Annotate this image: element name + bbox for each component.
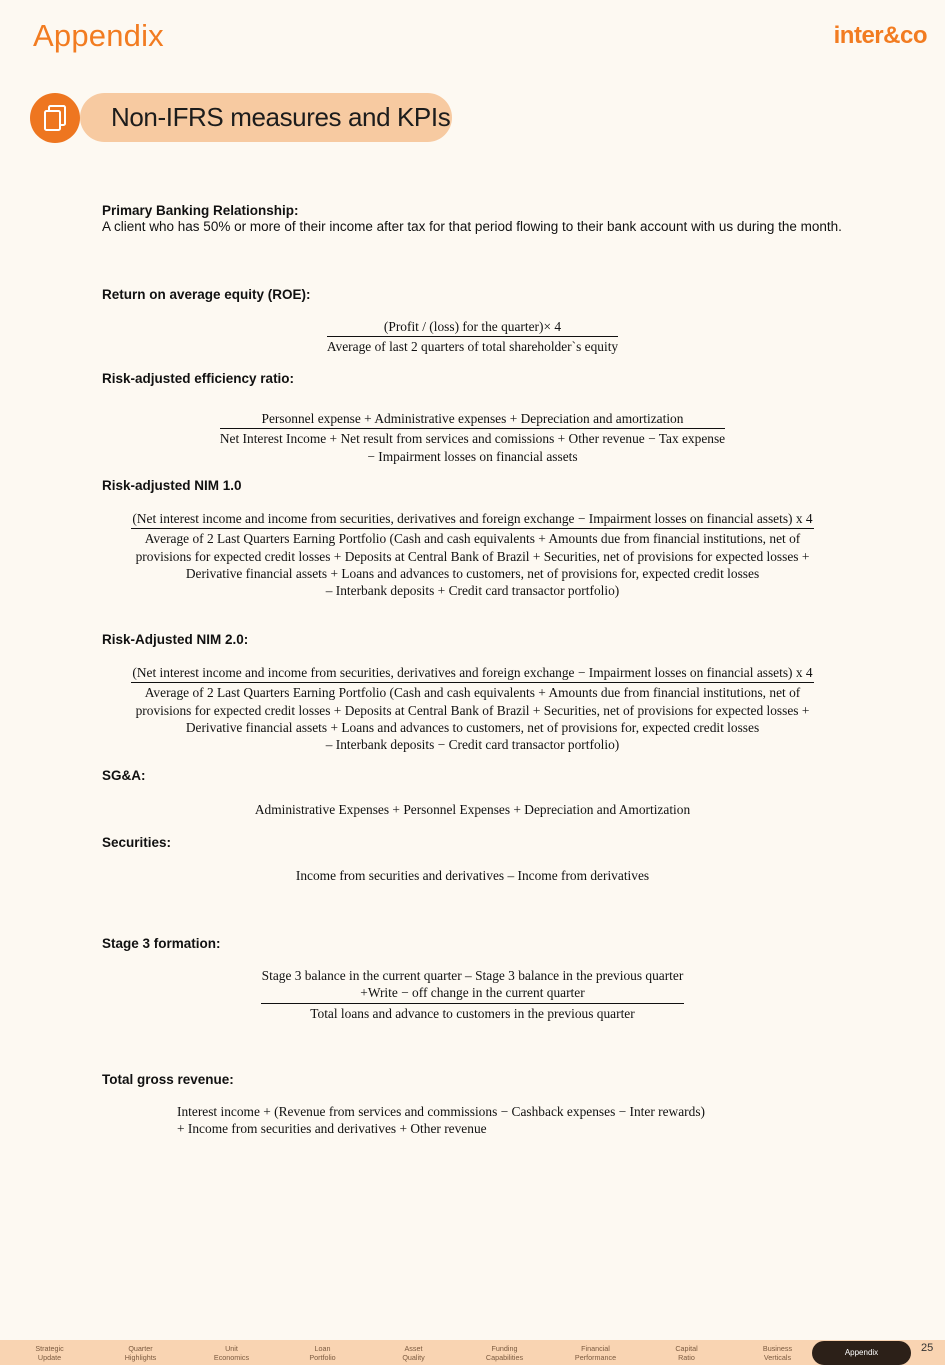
nim1-denominator-line: Derivative financial assets + Loans and advances to customers, net of provisions for, expected credit losses	[185, 565, 760, 581]
nav-label: Funding	[491, 1343, 518, 1353]
nav-label: Strategic	[35, 1343, 64, 1353]
efficiency-label: Risk-adjusted efficiency ratio:	[102, 371, 295, 386]
nav-financial-performance[interactable]	[550, 1344, 641, 1362]
nav-label: Economics	[213, 1352, 250, 1362]
nav-label: Portfolio	[309, 1352, 336, 1362]
securities-formula: Income from securities and derivatives – Income from derivatives	[295, 868, 650, 883]
nim1-denominator-line: – Interbank deposits + Credit card transactor portfolio)	[325, 583, 620, 599]
nim2-denominator-line: Derivative financial assets + Loans and advances to customers, net of provisions for, expected credit losses	[185, 719, 760, 735]
roe-denominator: Average of last 2 quarters of total shareholder`s equity	[326, 339, 619, 355]
nav-unit-economics[interactable]	[186, 1344, 277, 1362]
sga-formula: Administrative Expenses + Personnel Expenses + Depreciation and Amortization	[254, 802, 691, 817]
nav-label: Business	[762, 1343, 793, 1353]
footer-nav	[0, 1340, 945, 1365]
efficiency-formula	[0, 410, 945, 465]
nav-label: Highlights	[124, 1352, 157, 1362]
company-logo: inter&co	[833, 22, 927, 49]
nav-label: Capital	[675, 1343, 698, 1353]
securities-label: Securities:	[102, 835, 172, 850]
nim2-denominator-line: provisions for expected credit losses + Deposits at Central Bank of Brazil + Securities, net of provisions for expected losses +	[135, 702, 810, 718]
page-title: Appendix	[33, 18, 164, 53]
roe-numerator: (Profit / (loss) for the quarter)× 4	[327, 318, 618, 337]
nim2-numerator: (Net interest income and income from securities, derivatives and foreign exchange − Impairment losses on financial assets) x 4	[131, 664, 813, 683]
revenue-formula-line: Interest income + (Revenue from services and commissions − Cashback expenses − Inter rewards)	[177, 1104, 705, 1119]
nim2-label: Risk-Adjusted NIM 2.0:	[102, 632, 249, 647]
nim1-numerator: (Net interest income and income from securities, derivatives and foreign exchange − Impairment losses on financial assets) x 4	[131, 510, 813, 529]
revenue-label: Total gross revenue:	[102, 1072, 234, 1087]
nav-label: Performance	[574, 1352, 617, 1362]
nim2-denominator	[131, 683, 813, 753]
nav-capital-ratio[interactable]	[641, 1344, 732, 1362]
stage3-formula	[0, 967, 945, 1022]
efficiency-numerator: Personnel expense + Administrative expenses + Depreciation and amortization	[220, 410, 725, 429]
nav-label: Asset	[404, 1343, 423, 1353]
copy-icon	[43, 105, 67, 131]
nim1-denominator-line: Average of 2 Last Quarters Earning Portfolio (Cash and cash equivalents + Amounts due from financial institutions, net of	[144, 531, 801, 547]
efficiency-denominator-line: − Impairment losses on financial assets	[367, 448, 578, 464]
nav-appendix-active[interactable]: Appendix	[812, 1341, 911, 1365]
section-title: Non-IFRS measures and KPIs	[80, 93, 452, 142]
nim2-denominator-line: Average of 2 Last Quarters Earning Portfolio (Cash and cash equivalents + Amounts due from financial institutions, net of	[144, 685, 801, 701]
nav-label: Financial	[581, 1343, 610, 1353]
nim1-denominator	[131, 529, 813, 599]
nav-label: Quality	[402, 1352, 425, 1362]
nav-label: Verticals	[763, 1352, 792, 1362]
nav-quarter-highlights[interactable]	[95, 1344, 186, 1362]
pbr-definition: A client who has 50% or more of their income after tax for that period flowing to their bank account with us during the month.	[102, 219, 842, 234]
efficiency-denominator-line: Net Interest Income + Net result from services and comissions + Other revenue − Tax expense	[219, 431, 726, 447]
nim1-formula	[0, 510, 945, 599]
nav-label: Loan	[314, 1343, 331, 1353]
stage3-numerator-line: Stage 3 balance in the current quarter – Stage 3 balance in the previous quarter	[261, 968, 684, 983]
nim2-formula	[0, 664, 945, 753]
roe-label: Return on average equity (ROE):	[102, 287, 311, 302]
nav-label: Unit	[225, 1343, 238, 1353]
pbr-label: Primary Banking Relationship:	[102, 203, 299, 218]
stage3-denominator: Total loans and advance to customers in the previous quarter	[310, 1005, 635, 1021]
roe-formula	[0, 318, 945, 356]
section-badge	[30, 93, 80, 143]
revenue-formula-line: + Income from securities and derivatives + Other revenue	[177, 1120, 487, 1136]
nav-label: Capabilities	[485, 1352, 524, 1362]
nav-label: Quarter	[128, 1343, 153, 1353]
page-number: 25	[921, 1342, 934, 1354]
stage3-numerator-line: +Write − off change in the current quarter	[360, 985, 585, 1001]
nav-asset-quality[interactable]	[368, 1344, 459, 1362]
nav-loan-portfolio[interactable]	[277, 1344, 368, 1362]
stage3-numerator	[261, 967, 685, 1004]
nav-business-verticals[interactable]	[732, 1344, 823, 1362]
nim1-denominator-line: provisions for expected credit losses + Deposits at Central Bank of Brazil + Securities, net of provisions for expected losses +	[135, 548, 810, 564]
sga-label: SG&A:	[102, 768, 146, 783]
stage3-label: Stage 3 formation:	[102, 936, 221, 951]
nav-funding-capabilities[interactable]	[459, 1344, 550, 1362]
nav-strategic-update[interactable]	[4, 1344, 95, 1362]
revenue-formula	[177, 1104, 705, 1137]
nav-label: Ratio	[678, 1352, 695, 1362]
nim2-denominator-line: – Interbank deposits − Credit card transactor portfolio)	[325, 737, 620, 753]
nav-label: Update	[37, 1352, 62, 1362]
nim1-label: Risk-adjusted NIM 1.0	[102, 478, 242, 493]
efficiency-denominator	[220, 429, 725, 465]
